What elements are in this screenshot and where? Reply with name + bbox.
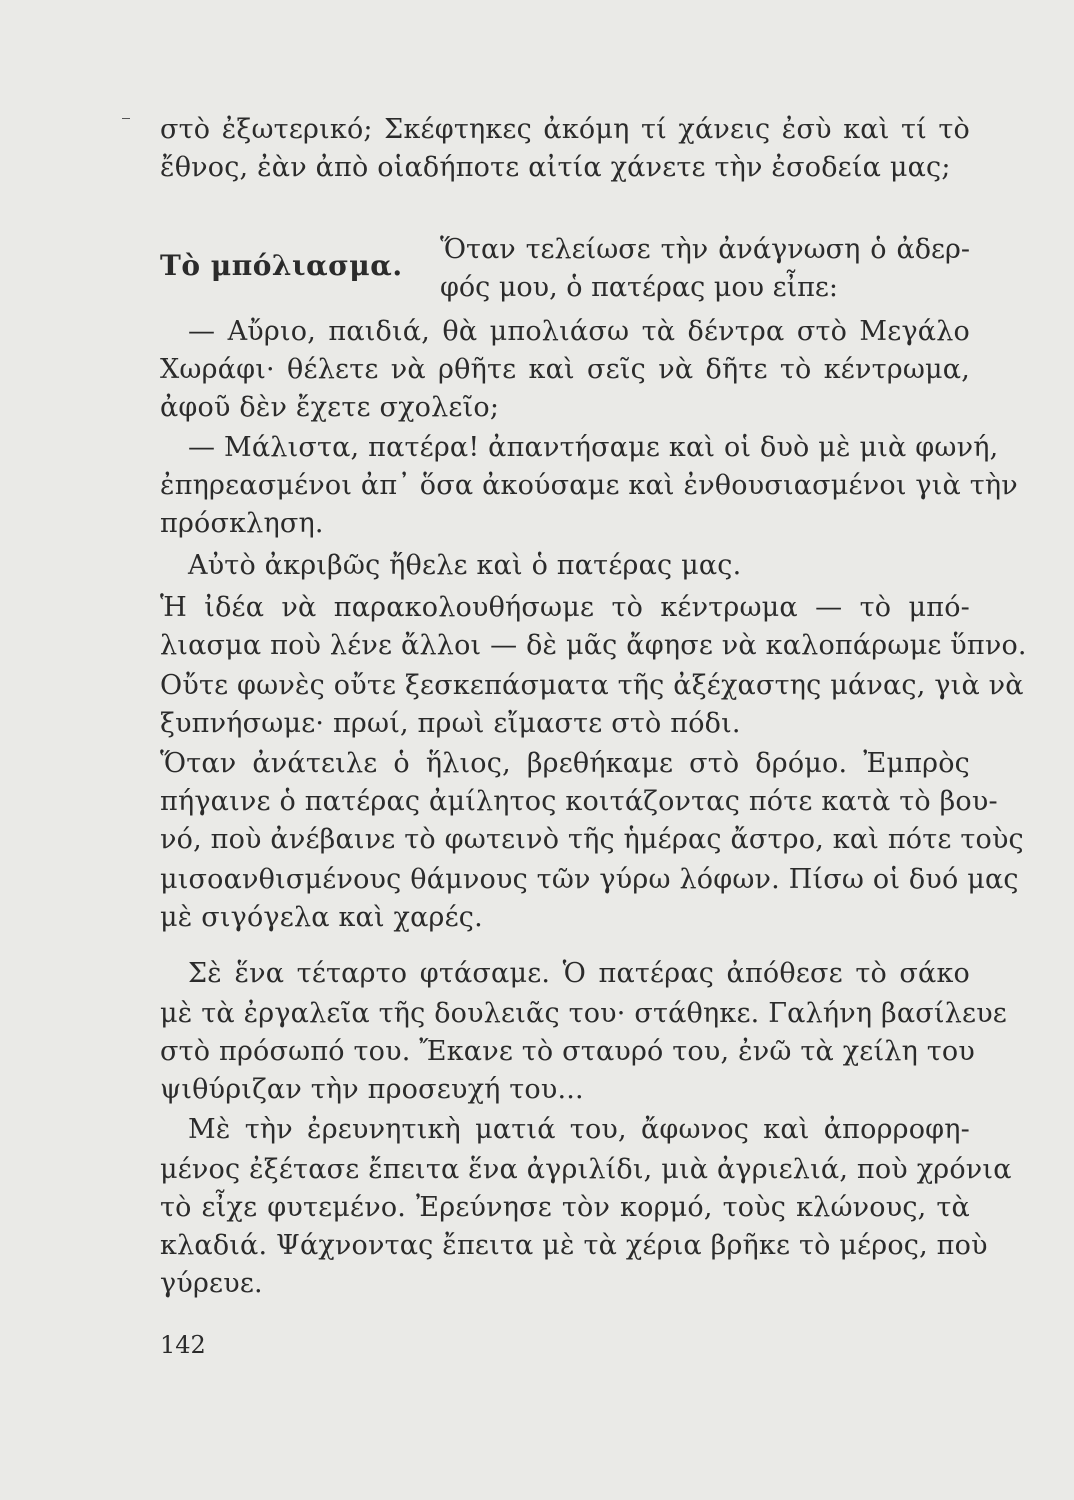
text-line: ξυπνήσωμε· πρωί, πρωὶ εἴμαστε στὸ πόδι. (160, 708, 741, 739)
text-line: ψιθύριζαν τὴν προσευχή του... (160, 1074, 584, 1105)
text-line: ἀφοῦ δὲν ἔχετε σχολεῖο; (160, 392, 500, 423)
text-line: κλαδιά. Ψάχνοντας ἔπειτα μὲ τὰ χέρια βρῆκε τὸ μέρος, ποὺ (160, 1230, 988, 1261)
text-line: Μὲ τὴν ἐρευνητικὴ ματιά του, ἄφωνος καὶ ἀπορροφη- (188, 1114, 970, 1145)
text-line: γύρευε. (160, 1268, 263, 1299)
section-heading: Τὸ μπόλιασμα. (160, 249, 403, 282)
text-line: τὸ εἶχε φυτεμένο. Ἐρεύνησε τὸν κορμό, τοὺς κλώνους, τὰ (160, 1192, 970, 1223)
text-line: στὸ ἐξωτερικό; Σκέφτηκες ἀκόμη τί χάνεις ἐσὺ καὶ τί τὸ (160, 114, 970, 145)
text-line: μὲ τὰ ἐργαλεῖα τῆς δουλειᾶς του· στάθηκε. Γαλήνη βασίλευε (160, 998, 1007, 1029)
text-line: Αὐτὸ ἀκριβῶς ἤθελε καὶ ὁ πατέρας μας. (188, 550, 742, 581)
text-line: Χωράφι· θέλετε νὰ ρθῆτε καὶ σεῖς νὰ δῆτε τὸ κέντρωμα, (160, 354, 970, 385)
text-line: στὸ πρόσωπό του. Ἔκανε τὸ σταυρό του, ἐνῶ τὰ χείλη του (160, 1036, 975, 1067)
text-line: μένος ἐξέτασε ἔπειτα ἕνα ἀγριλίδι, μιὰ ἀγριελιά, ποὺ χρόνια (160, 1154, 1012, 1185)
text-line: λιασμα ποὺ λένε ἄλλοι — δὲ μᾶς ἄφησε νὰ καλοπάρωμε ὕπνο. (160, 630, 1027, 661)
text-line: μὲ σιγόγελα καὶ χαρές. (160, 902, 483, 933)
text-line: νό, ποὺ ἀνέβαινε τὸ φωτεινὸ τῆς ἡμέρας ἄστρο, καὶ πότε τοὺς (160, 824, 1024, 855)
text-line: ἐπηρεασμένοι ἀπ᾽ ὅσα ἀκούσαμε καὶ ἐνθουσιασμένοι γιὰ τὴν (160, 470, 1018, 501)
text-line: φός μου, ὁ πατέρας μου εἶπε: (440, 272, 838, 303)
print-mark (122, 118, 130, 119)
text-line: μισοανθισμένους θάμνους τῶν γύρω λόφων. Πίσω οἱ δυό μας (160, 864, 1019, 895)
text-line: — Μάλιστα, πατέρα! ἀπαντήσαμε καὶ οἱ δυὸ μὲ μιὰ φωνή, (188, 432, 999, 463)
text-line: Ὅταν τελείωσε τὴν ἀνάγνωση ὁ ἀδερ- (440, 234, 970, 265)
text-line: Σὲ ἕνα τέταρτο φτάσαμε. Ὁ πατέρας ἀπόθεσε τὸ σάκο (188, 958, 970, 989)
text-line: Οὔτε φωνὲς οὔτε ξεσκεπάσματα τῆς ἀξέχαστης μάνας, γιὰ νὰ (160, 670, 1024, 701)
page-number: 142 (160, 1331, 206, 1359)
text-line: πρόσκληση. (160, 508, 324, 539)
text-line: πήγαινε ὁ πατέρας ἀμίλητος κοιτάζοντας πότε κατὰ τὸ βου- (160, 786, 998, 817)
text-line: — Αὔριο, παιδιά, θὰ μπολιάσω τὰ δέντρα στὸ Μεγάλο (188, 316, 970, 347)
text-line: Ἡ ἰδέα νὰ παρακολουθήσωμε τὸ κέντρωμα — τὸ μπό- (160, 592, 970, 623)
text-line: Ὅταν ἀνάτειλε ὁ ἥλιος, βρεθήκαμε στὸ δρόμο. Ἐμπρὸς (160, 748, 970, 779)
text-line: ἔθνος, ἐὰν ἀπὸ οἱαδήποτε αἰτία χάνετε τὴν ἐσοδεία μας; (160, 152, 951, 183)
